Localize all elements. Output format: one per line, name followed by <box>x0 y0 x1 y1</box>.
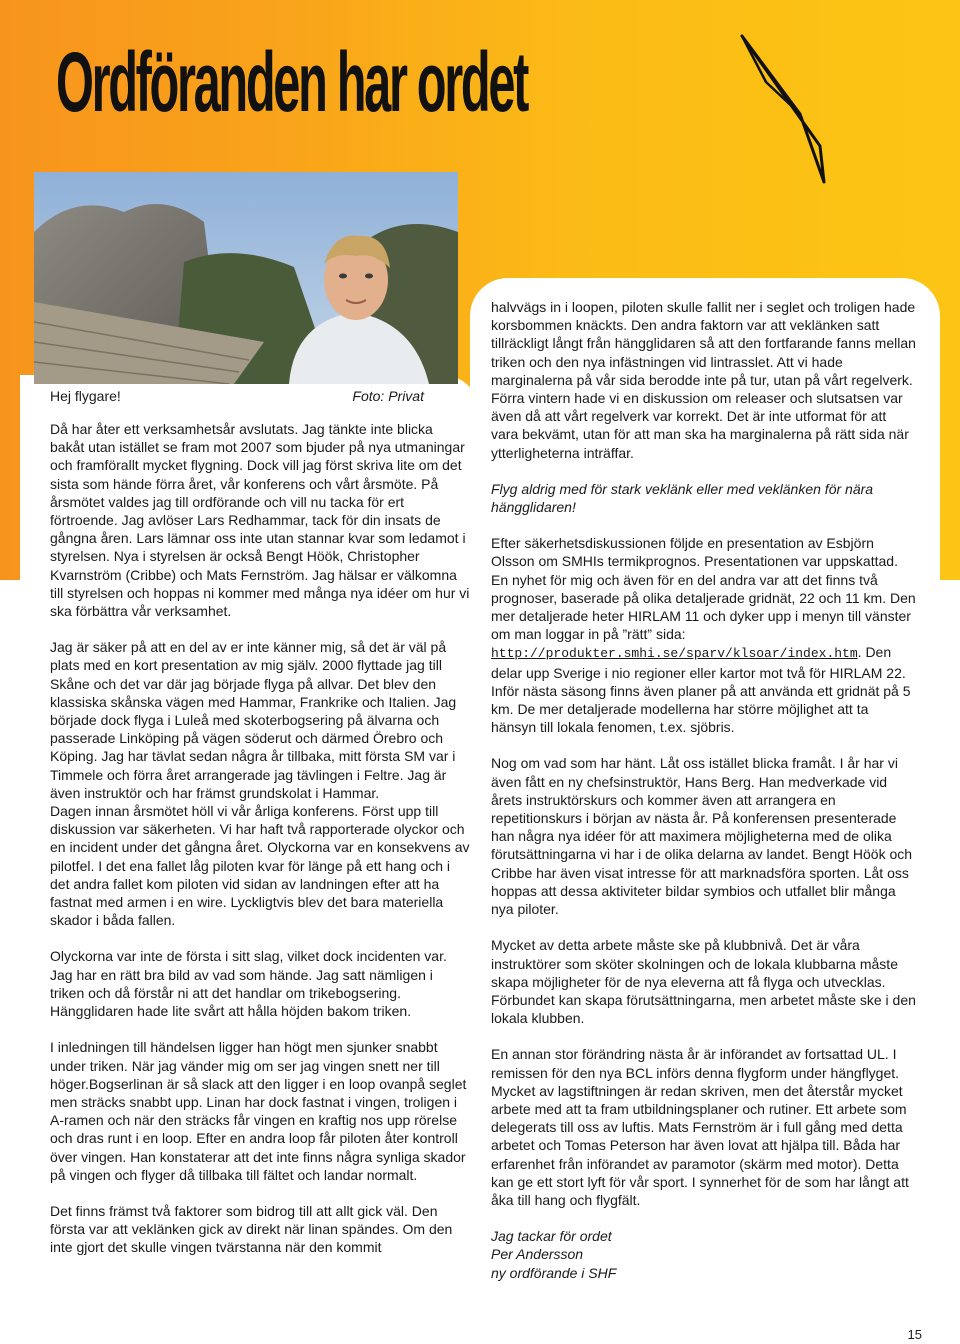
signature-block <box>491 1227 916 1282</box>
page-number: 15 <box>907 1327 922 1342</box>
paragraph <box>491 534 916 736</box>
signature-line: Jag tackar för ordet <box>491 1228 612 1245</box>
paragraph: Nog om vad som har hänt. Låt oss istället blicka framåt. I år har vi även fått en ny chefsinstruktör, Hans Berg. Han medverkade vid årets instruktörskurs och kommer även att arrangera en repetitionskurs i början av nästa år. På konferensen presenterade han några nya idéer för att maximera möjligheterna med de olika förutsättningarna vi har i de olika delarna av landet. Bengt Höök och Cribbe har även visat intresse för att marknadsföra sporten. Låt oss hoppas att dessa aktiviteter bildar symbios och utfallet blir många nya piloter. <box>491 755 913 918</box>
paragraph: Då har åter ett verksamhetsår avslutats. Jag tänkte inte blicka bakåt utan istället se fram mot 2007 som bjuder på nya utmaningar och framförallt mycket flygning. Dock vill jag först skriva lite om det sista som hände förra året, vår konferens och vårt årsmöte. På årsmötet valdes jag till ordförande och vill nu tacka för ert förtroende. Jag avlöser Lars Redhammar, tack för din insats de gångna åren. Lars lämnar oss inte utan stannar kvar som ledamot i styrelsen. Nya i styrelsen är också Bengt Höök, Christopher Kvarnström (Cribbe) och Mats Fernström. Jag hälsar er välkomna till styrelsen och hoppas ni kommer med många nya idéer om hur vi ska förbättra vår verksamhet. <box>50 421 470 620</box>
paragraph: Jag är säker på att en del av er inte känner mig, så det är väl på plats med en kort presentation av mig själv. 2000 flyttade jag till Skåne och det var där jag började flyga på allvar. Det blev den klassiska skånska vägen med Hammar, Frankrike och Italien. Jag började dock flyga i Luleå med skoterbogsering på älvarna och passerade Linköping på vägen söderut och därmed Örebro och Köping. Jag har tävlat sedan några år tillbaka, mitt första SM var i Timmele och förra året arrangerade jag tävlingen i Feltre. Jag är även instruktör och har främst grundskolat i Hammar. <box>50 639 457 801</box>
signature-role: ny ordförande i SHF <box>491 1264 617 1281</box>
glider-icon <box>738 30 838 190</box>
pull-quote: Flyg aldrig med för stark veklänk eller med veklänken för nära hängglidaren! <box>491 480 874 516</box>
photo-caption-row <box>50 386 424 406</box>
signature-name: Per Andersson <box>491 1246 584 1263</box>
paragraph: Det finns främst två faktorer som bidrog till att allt gick väl. Den första var att veklänken gick av direkt när linan spändes. Om den inte gjort det skulle vingen tvärstanna när den kommit <box>50 1202 453 1256</box>
paragraph: Dagen innan årsmötet höll vi vår årliga konferens. Först upp till diskussion var säkerheten. Vi har haft två rapporterade olyckor och en incident under det gångna året. Olyckorna var en konsekvens av pilotfel. I det ena fallet låg piloten kvar för länge på ett hang och i det andra fallet kom piloten vid sidan av landningen efter att ha fastnat med armen i en wire. Lyckligtvis blev det bara materiella skador i båda fallen. <box>50 803 470 929</box>
portrait-photo <box>34 172 458 384</box>
paragraph-text: Efter säkerhetsdiskussionen följde en presentation av Esbjörn Olsson om SMHIs termikprognos. Presentationen var uppskattad. En nyhet för mig och även för en del andra var att det finns två prognoser, baserade på olika detaljerade gridnät, 22 och 11 km. Den mer detaljerade heter HIRLAM 11 och dyker upp i menyn till vänster om man loggar in på ”rätt” sida: <box>491 535 916 643</box>
paragraph: En annan stor förändring nästa år är införandet av fortsattad UL. I remissen för den nya BCL införs denna flygform under hängflyget. Mycket av lagstiftningen är redan skriven, men det återstår mycket arbete med att ta fram utbildningsplaner och rutiner. Ett arbete som delegerats till oss av luftis. Mats Fernström är i full gång med detta arbetet och Tomas Peterson har även lovat att hjälpa till. Båda har erfarenhet från införandet av paramotor (skärm med motor). Detta kan ge ett stort lyft för vår sport. I synnerhet för de som har långt att åka till hang och flygfält. <box>491 1046 909 1208</box>
paragraph: Mycket av detta arbete måste ske på klubbnivå. Det är våra instruktörer som sköter skolningen och de lokala klubbarna måste skapa möjligheter för de nya eleverna att få flyga och utvecklas. Förbundet kan skapa förutsättningarna, men arbetet måste ske i den lokala klubben. <box>491 937 916 1027</box>
smhi-link[interactable]: http://produkter.smhi.se/sparv/klsoar/index.htm <box>491 646 858 662</box>
greeting: Hej flygare! <box>50 388 121 404</box>
left-column <box>50 420 470 1275</box>
paragraph: I inledningen till händelsen ligger han högt men sjunker snabbt under triken. När jag vänder mig om ser jag vingen snett ner till höger.Bogserlinan är så slack att den ligger i en loop ovanpå seglet men sträcks snabbt upp. Linan har dock fastnat i vingen, troligen i A-ramen och när den sträcks får vingen en kraftig nos upp rörelse och dras runt i en loop. Efter en andra loop får piloten åter kontroll över vingen. Han konstaterar att det inte finns några synliga skador på vingen och flyger då tillbaka till fältet och landar normalt. <box>50 1039 467 1183</box>
paragraph-text: . Den delar upp Sverige i nio regioner eller kartor mot två för HIRLAM 22. Inför nästa säsong finns även planer på att använda ett gridnät på 5 km. De mer detaljerade modellerna har större möjlighet att ta hänsyn till lokala fenomen, t.ex. sjöbris. <box>491 644 911 736</box>
paragraph: Olyckorna var inte de första i sitt slag, vilket dock incidenten var. Jag har en rätt bra bild av vad som hände. Jag satt nämligen i triken och då förstår ni att det handlar om trikebogsering. Hängglidaren hade lite svårt att hålla höjden bakom triken. <box>50 948 447 1020</box>
right-column <box>491 298 916 1282</box>
portrait-illustration <box>34 172 458 384</box>
paragraph: halvvägs in i loopen, piloten skulle fallit ner i seglet och troligen hade korsbommen knäckts. Den andra faktorn var att veklänken satt tillräckligt långt från hängglidaren så att den fortfarande fanns mellan triken och den nya infästningen vid lintrasslet. Att vi hade marginalerna på vår sida berodde inte på tur, utan på vårt regelverk. Förra vintern hade vi en diskussion om releaser och slutsatsen var även då att vårt regelverk var korrekt. Det är inte utformat för att vara bekvämt, utan för att man ska ha marginalerna på rätt sida när ytterligheterna inträffar. <box>491 299 916 461</box>
page-title: Ordföranden har ordet <box>56 35 528 129</box>
photo-credit: Foto: Privat <box>352 388 424 404</box>
